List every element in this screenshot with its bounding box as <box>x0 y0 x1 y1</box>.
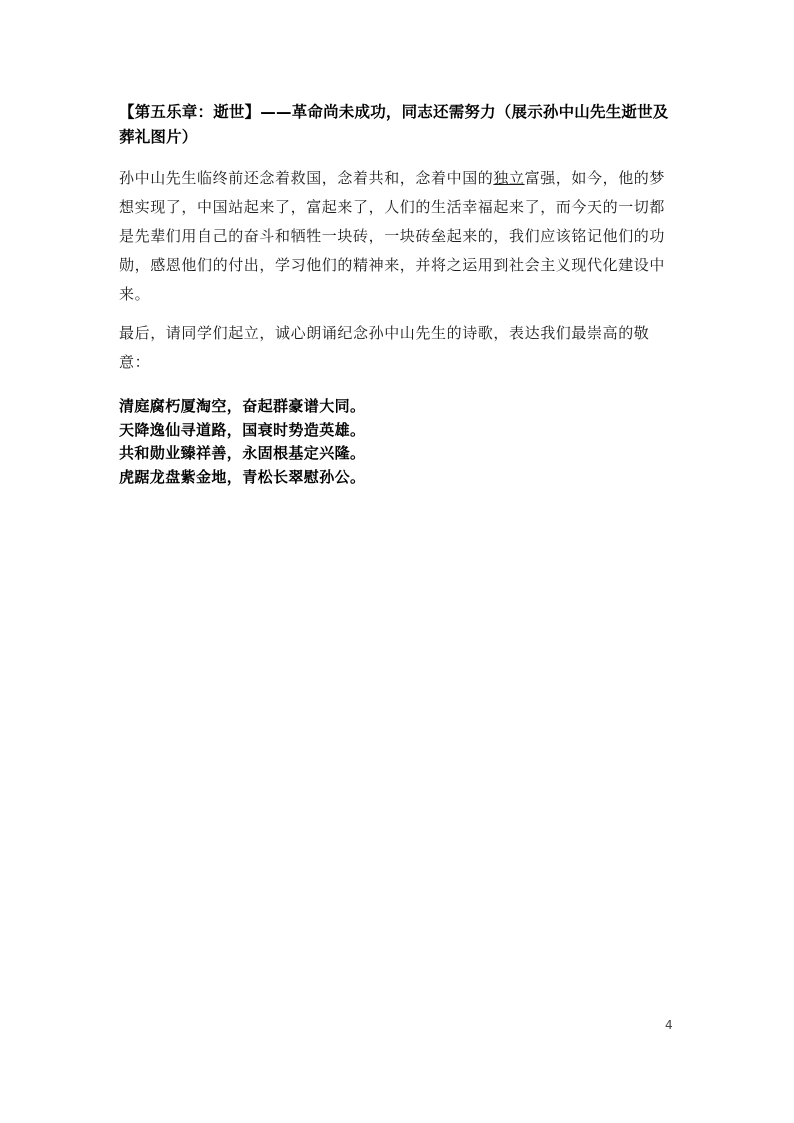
paragraph-legacy <box>119 164 669 309</box>
poem-line: 虎踞龙盘紫金地，青松长翠慰孙公。 <box>119 467 366 486</box>
poem-line: 共和勋业臻祥善，永固根基定兴隆。 <box>119 444 366 462</box>
section-heading: 【第五乐章：逝世】——革命尚未成功，同志还需努力（展示孙中山先生逝世及葬礼图片） <box>119 103 669 146</box>
underlined-text: 独立 <box>493 169 525 187</box>
paragraph-text-end: 富强，如今，他的梦想实现了，中国站起来了，富起来了，人们的生活幸福起来了，而今天的一切都是先辈们用自己的奋斗和牺牲一块砖，一块砖垒起来的，我们应该铭记他们的功勋，感恩他们的付出，学习他们的精神来，并将之运用到社会主义现代化建设中来。 <box>119 169 666 303</box>
paragraph-recitation: 最后，请同学们起立，诚心朗诵纪念孙中山先生的诗歌，表达我们最崇高的敬意： <box>119 324 650 371</box>
paragraph-text-start: 孙中山先生临终前还念着救国，念着共和，念着中国的 <box>119 169 494 187</box>
poem-line: 天降逸仙寻道路，国衰时势造英雄。 <box>119 420 366 439</box>
poem <box>119 395 669 489</box>
poem-line: 清庭腐朽厦淘空，奋起群豪谱大同。 <box>119 397 366 415</box>
page-content <box>119 100 669 489</box>
page-number: 4 <box>665 1018 673 1032</box>
